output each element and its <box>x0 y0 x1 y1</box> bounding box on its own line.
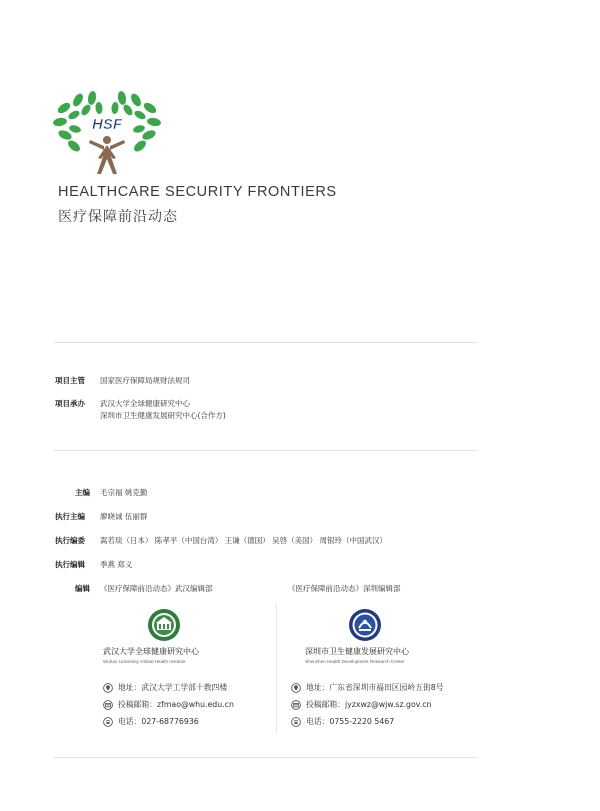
divider <box>54 450 478 451</box>
shenzhen-center-name-en: Shenzhen Health Development Research Center <box>305 659 405 664</box>
exec-editor-value: 季燕 郑义 <box>100 560 133 569</box>
phone-icon <box>103 717 113 727</box>
wuhan-email[interactable] <box>103 699 234 710</box>
exec-board-value: 嵩若琰（日本） 陈孝平（中国台湾） 王谦（德国） 吴啓（美国） 周银玲（中国武汉） <box>100 536 388 545</box>
exec-chief-editor-label: 执行主编 <box>55 512 85 521</box>
project-undertaker-label: 项目承办 <box>55 399 85 408</box>
svg-text:HSF: HSF <box>92 116 122 133</box>
shenzhen-phone-text: 电话：0755-2220 5467 <box>306 717 395 726</box>
wuhan-center-name-en: Wuhan University Global Health Institute <box>103 659 186 664</box>
divider <box>54 757 478 758</box>
shenzhen-email-text[interactable]: 投稿邮箱：jyzxwz@wjw.sz.gov.cn <box>306 700 432 709</box>
editorial-office-label: 编辑 <box>75 584 90 593</box>
shenzhen-address <box>291 682 444 693</box>
phone-icon <box>291 717 301 727</box>
project-undertaker-value-1: 武汉大学全球健康研究中心 <box>100 399 190 408</box>
shenzhen-emblem-icon <box>348 608 382 642</box>
wuhan-address-text: 地址：武汉大学工学部十教四楼 <box>118 683 228 692</box>
hsf-logo <box>52 88 162 180</box>
column-divider <box>276 604 277 734</box>
shenzhen-phone <box>291 716 394 727</box>
divider <box>54 342 478 343</box>
exec-board-label: 执行编委 <box>55 536 85 545</box>
editorial-office-shenzhen: 《医疗保障前沿动态》深圳编辑部 <box>288 584 401 593</box>
title-english: HEALTHCARE SECURITY FRONTIERS <box>58 184 337 200</box>
wuhan-center-name: 武汉大学全球健康研究中心 <box>103 647 199 656</box>
chief-editor-label: 主编 <box>75 488 90 497</box>
project-supervisor-value: 国家医疗保障局规财法规司 <box>100 376 190 385</box>
wuhan-emblem-icon <box>147 608 181 642</box>
exec-chief-editor-value: 廖晓诚 伍丽群 <box>100 512 148 521</box>
location-icon <box>291 683 301 693</box>
wuhan-address <box>103 682 227 693</box>
mail-icon <box>291 700 301 710</box>
project-supervisor-label: 项目主管 <box>55 376 85 385</box>
editorial-office-wuhan: 《医疗保障前沿动态》武汉编辑部 <box>100 584 213 593</box>
project-undertaker-value-2: 深圳市卫生健康发展研究中心(合作方) <box>100 411 226 420</box>
chief-editor-value: 毛宗福 姚克勤 <box>100 488 148 497</box>
title-chinese: 医疗保障前沿动态 <box>58 209 178 225</box>
mail-icon <box>103 700 113 710</box>
location-icon <box>103 683 113 693</box>
wuhan-phone-text: 电话：027-68776936 <box>118 717 199 726</box>
shenzhen-center-logo <box>348 608 382 642</box>
wuhan-email-text[interactable]: 投稿邮箱：zfmao@whu.edu.cn <box>118 700 234 709</box>
wuhan-university-logo <box>147 608 181 642</box>
shenzhen-address-text: 地址：广东省深圳市福田区园岭五街8号 <box>306 683 444 692</box>
wuhan-phone <box>103 716 199 727</box>
shenzhen-center-name: 深圳市卫生健康发展研究中心 <box>305 647 409 656</box>
shenzhen-email[interactable] <box>291 699 432 710</box>
exec-editor-label: 执行编辑 <box>55 560 85 569</box>
hsf-logo-emblem <box>52 88 162 180</box>
